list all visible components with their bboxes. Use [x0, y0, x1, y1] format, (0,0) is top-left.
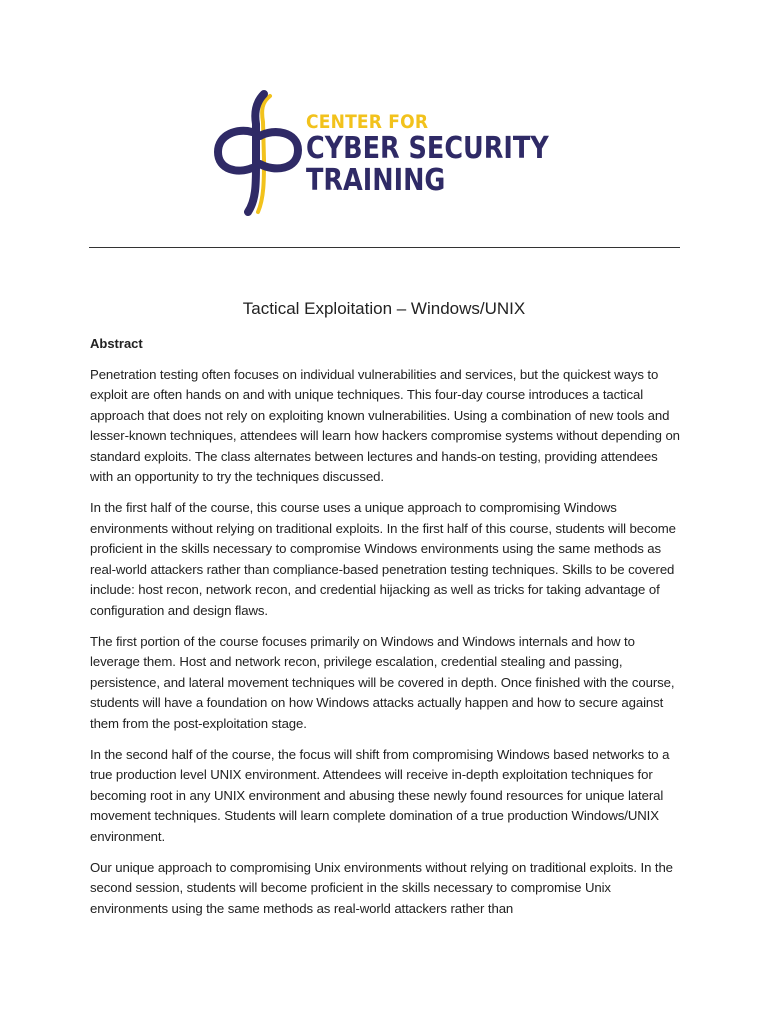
cp-monogram-icon	[212, 88, 304, 218]
logo-line-center-for: CENTER FOR	[306, 111, 429, 133]
organization-logo	[212, 88, 557, 218]
header-divider	[89, 247, 680, 248]
abstract-heading: Abstract	[90, 336, 143, 351]
logo-line-cyber-security: CYBER SECURITY	[306, 131, 549, 166]
paragraph-2: In the first half of the course, this course uses a unique approach to compromising Windows environments without relying on traditional exploits. In the first half of this course, students will become proficient in the skills necessary to compromise Windows environments using the same methods as real-world attackers rather than compliance-based penetration testing techniques. Skills to be covered include: host recon, network recon, and credential hijacking as well as tricks for taking advantage of configuration and design flaws.	[90, 500, 676, 619]
logo-wordmark	[306, 88, 592, 218]
paragraph-5: Our unique approach to compromising Unix environments without relying on traditional exploits. In the second session, students will become proficient in the skills necessary to compromise Unix environments using the same methods as real-world attackers rather than	[90, 859, 673, 916]
logo-line-training: TRAINING	[306, 163, 446, 198]
paragraph-3: The first portion of the course focuses primarily on Windows and Windows internals and how to leverage them. Host and network recon, privilege escalation, credential stealing and passing, persistence, and lateral movement techniques will be covered in depth. Once finished with the course, students will have a foundation on how Windows attacks actually happen and how to secure against them from the post-exploitation stage.	[90, 633, 675, 731]
document-title: Tactical Exploitation – Windows/UNIX	[242, 299, 526, 318]
paragraph-4: In the second half of the course, the focus will shift from compromising Windows based networks to a true production level UNIX environment. Attendees will receive in-depth exploitation techniques for becoming root in any UNIX environment and abusing these newly found resources for unique lateral movement techniques. Students will learn complete domination of a true production Windows/UNIX environment.	[90, 746, 670, 844]
paragraph-1: Penetration testing often focuses on individual vulnerabilities and services, but the quickest ways to exploit are often hands on and with unique techniques. This four-day course introduces a tactical approach that does not rely on exploiting known vulnerabilities. Using a combination of new tools and lesser-known techniques, attendees will learn how hackers compromise systems without depending on standard exploits. The class alternates between lectures and hands-on testing, providing attendees with an opportunity to try the techniques discussed.	[90, 366, 680, 485]
document-body	[90, 334, 682, 929]
